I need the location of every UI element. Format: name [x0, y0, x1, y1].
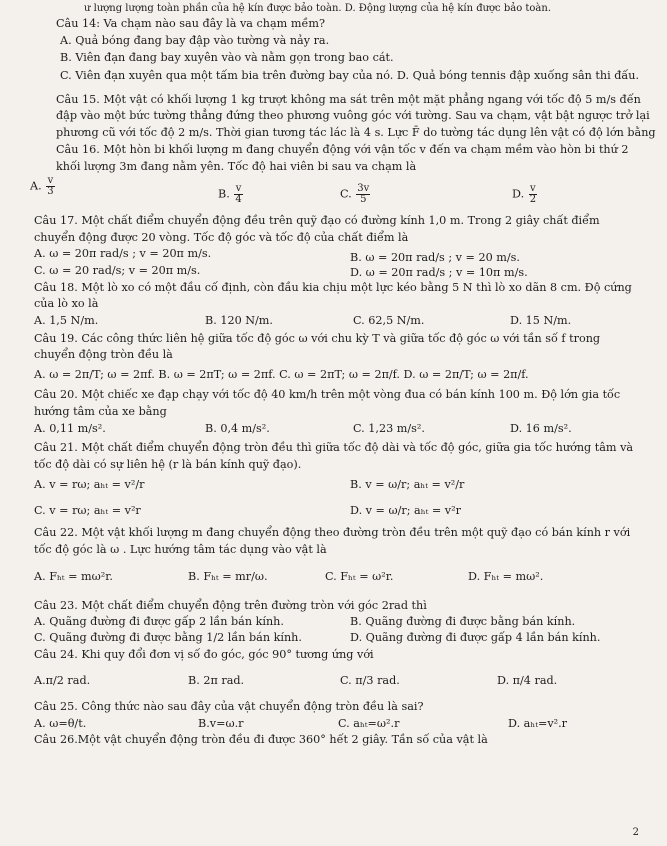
question-22-option-b: B. Fₕₜ = mr/ω. [188, 570, 268, 583]
question-21-option-b: B. v = ω/r; aₕₜ = v²/r [350, 478, 465, 491]
question-17-line-2: chuyển động được 20 vòng. Tốc độ góc và tốc độ của chất điểm là [34, 231, 409, 244]
question-16-option-d: D. $\frac{v}{2}$ [512, 183, 537, 205]
question-21-option-d: D. v = ω/r; aₕₜ = v²r [350, 504, 461, 517]
question-25-stem: Câu 25. Công thức nào sau đây của vật chuyển động tròn đều là sai? [34, 700, 424, 713]
question-23-option-c: C. Quãng đường đi được bằng 1/2 lần bán kính. [34, 631, 302, 644]
question-24-option-a: A.π/2 rad. [34, 674, 91, 687]
question-24-option-c: C. π/3 rad. [340, 674, 400, 687]
question-16-option-b: B. $\frac{v}{4}$ [218, 183, 242, 205]
question-18-option-d: D. 15 N/m. [510, 314, 572, 327]
question-23-option-d: D. Quãng đường đi được gấp 4 lần bán kính. [350, 631, 601, 644]
question-19-line-2: chuyển động tròn đều là [34, 348, 173, 361]
question-16-option-c: C. $\frac{3v}{5}$ [340, 183, 370, 205]
question-20-option-c: C. 1,23 m/s². [353, 422, 425, 435]
question-20-option-b: B. 0,4 m/s². [205, 422, 270, 435]
question-18-line-1: Câu 18. Một lò xo có một đầu cố định, còn đầu kia chịu một lực kéo bằng 5 N thì lò xo dãn 8 cm. Độ cứng [34, 281, 632, 294]
question-21-line-2: tốc độ dài có sự liên hệ (r là bán kính quỹ đạo). [34, 458, 302, 471]
question-15-line-2: đập vào một bức tường thẳng đứng theo phương vuông góc với tường. Sau va chạm, vật bật ngược trở lại [56, 109, 650, 122]
question-14-option-a: A. Quả bóng đang bay đập vào tường và nảy ra. [60, 34, 330, 47]
question-17-option-b: B. ω = 20π rad/s ; v = 20 m/s. [350, 251, 520, 264]
question-16-line-1: Câu 16. Một hòn bi khối lượng m đang chuyển động với vận tốc v đến va chạm mềm vào hòn bi thứ 2 [56, 143, 629, 156]
question-18-option-c: C. 62,5 N/m. [353, 314, 425, 327]
question-20-line-2: hướng tâm của xe bằng [34, 405, 167, 418]
question-23-option-a: A. Quãng đường đi được gấp 2 lần bán kính. [34, 615, 284, 628]
question-15-line-1: Câu 15. Một vật có khối lượng 1 kg trượt không ma sát trên một mặt phẳng ngang với tốc độ 5 m/s đến [56, 93, 641, 106]
question-22-option-a: A. Fₕₜ = mω²r. [34, 570, 113, 583]
question-18-line-2: của lò xo là [34, 297, 99, 310]
question-25-option-b: B.v=ω.r [198, 717, 244, 730]
question-22-line-1: Câu 22. Một vật khối lượng m đang chuyển động theo đường tròn đều trên một quỹ đạo có bán kính r với [34, 526, 631, 539]
question-16-line-2: khối lượng 3m đang nằm yên. Tốc độ hai viên bi sau va chạm là [56, 160, 417, 173]
question-22-option-c: C. Fₕₜ = ω²r. [325, 570, 394, 583]
question-14-option-c-d: C. Viên đạn xuyên qua một tấm bia trên đường bay của nó. D. Quả bóng tennis đập xuống sân thi đấu. [60, 69, 640, 82]
question-21-option-a: A. v = rω; aₕₜ = v²/r [34, 478, 145, 491]
question-25-option-d: D. aₕₜ=v².r [508, 717, 568, 730]
question-19-options: A. ω = 2π/T; ω = 2πf. B. ω = 2πT; ω = 2πf. C. ω = 2πT; ω = 2π/f. D. ω = 2π/T; ω = 2π/f. [34, 368, 529, 381]
question-16-option-a: A. $\frac{v}{3}$ [30, 175, 54, 197]
question-18-option-a: A. 1,5 N/m. [34, 314, 99, 327]
question-17-option-a: A. ω = 20π rad/s ; v = 20π m/s. [34, 247, 212, 260]
question-14-stem: Câu 14: Va chạm nào sau đây là va chạm mềm? [56, 17, 325, 30]
question-19-line-1: Câu 19. Các công thức liên hệ giữa tốc độ góc ω với chu kỳ T và giữa tốc độ góc ω với tần số f trong [34, 332, 601, 345]
question-24-option-b: B. 2π rad. [188, 674, 245, 687]
question-24-stem: Câu 24. Khi quy đổi đơn vị số đo góc, góc 90° tương ứng với [34, 648, 374, 661]
question-15-line-3: phương cũ với tốc độ 2 m/s. Thời gian tương tác lác là 4 s. Lực F̄ do tường tác dụng lên vật có độ lớn bằng [56, 126, 656, 139]
question-21-option-c: C. v = rω; aₕₜ = v²r [34, 504, 141, 517]
question-17-option-d: D. ω = 20π rad/s ; v = 10π m/s. [350, 266, 528, 279]
question-14-option-b: B. Viên đạn đang bay xuyên vào và nằm gọn trong bao cát. [60, 51, 394, 64]
question-17-line-1: Câu 17. Một chất điểm chuyển động đều trên quỹ đạo có đường kính 1,0 m. Trong 2 giây chất điểm [34, 214, 600, 227]
question-23-stem: Câu 23. Một chất điểm chuyển động trên đường tròn với góc 2rad thì [34, 599, 427, 612]
question-23-option-b: B. Quãng đường đi được bằng bán kính. [350, 615, 576, 628]
question-18-option-b: B. 120 N/m. [205, 314, 273, 327]
question-25-option-c: C. aₕₜ=ω².r [338, 717, 400, 730]
question-21-line-1: Câu 21. Một chất điểm chuyển động tròn đều thì giữa tốc độ dài và tốc độ góc, giữa gia tốc hướng tâm và [34, 441, 634, 454]
question-24-option-d: D. π/4 rad. [497, 674, 558, 687]
question-17-option-c: C. ω = 20 rad/s; v = 20π m/s. [34, 264, 201, 277]
question-20-line-1: Câu 20. Một chiếc xe đạp chạy với tốc độ 40 km/h trên một vòng đua có bán kính 100 m. Độ lớn gia tốc [34, 388, 621, 401]
question-20-option-d: D. 16 m/s². [510, 422, 572, 435]
header-fragment: ư lượng lượng toàn phần của hệ kín được bảo toàn. D. Động lượng của hệ kín được bảo toàn. [84, 3, 552, 14]
question-26-stem: Câu 26.Một vật chuyển động tròn đều đi được 360° hết 2 giây. Tần số của vật là [34, 733, 488, 746]
question-22-line-2: tốc độ góc là ω . Lực hướng tâm tác dụng vào vật là [34, 543, 327, 556]
question-25-option-a: A. ω=θ/t. [34, 717, 87, 730]
question-22-option-d: D. Fₕₜ = mω². [468, 570, 544, 583]
page-number: 2 [632, 827, 639, 839]
question-20-option-a: A. 0,11 m/s². [34, 422, 106, 435]
